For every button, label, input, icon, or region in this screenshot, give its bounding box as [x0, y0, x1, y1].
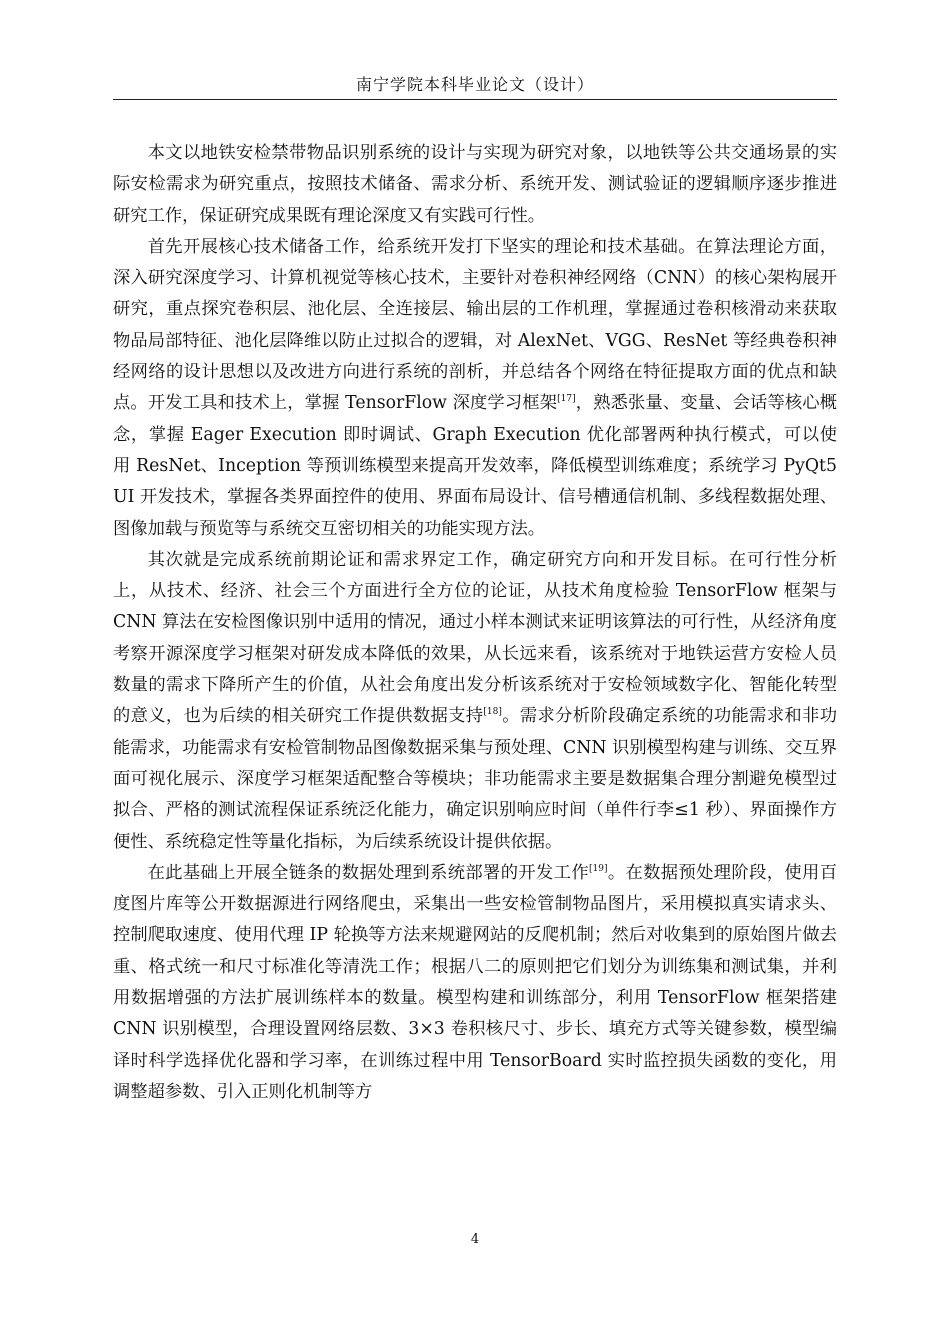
paragraph-text: 。需求分析阶段确定系统的功能需求和非功能需求，功能需求有安检管制物品图像数据采集与预处理、CNN 识别模型构建与训练、交互界面可视化展示、深度学习框架适配整合等模块；非功能需求主要是数据集合理分割避免模型过拟合、严格的测试流程保证系统泛化能力，确定识别响应时间（单件行李≤1 秒）、界面操作方便性、系统稳定性等量化指标，为后续系统设计提供依据。: [113, 706, 837, 852]
body-text: [113, 138, 837, 1108]
citation-superscript: [19]: [588, 864, 608, 875]
paragraph-text: 其次就是完成系统前期论证和需求界定工作，确定研究方向和开发目标。在可行性分析上，从技术、经济、社会三个方面进行全方位的论证，从技术角度检验 TensorFlow 框架与 CNN 算法在安检图像识别中适用的情况，通过小样本测试来证明该算法的可行性，从经济角度考察开源深度学习框架对研发成本降低的效果，从长远来看，该系统对于地铁运营方安检人员数量的需求下降所产生的价值，从社会角度出发分析该系统对于安检领域数字化、智能化转型的意义，也为后续的相关研究工作提供数据支持: [113, 549, 837, 727]
paragraph-text: 。在数据预处理阶段，使用百度图片库等公开数据源进行网络爬虫，采集出一些安检管制物品图片，采用模拟真实请求头、控制爬取速度、使用代理 IP 轮换等方法来规避网站的反爬机制；然后对收集到的原始图片做去重、格式统一和尺寸标准化等清洗工作；根据八二的原则把它们划分为训练集和测试集，并利用数据增强的方法扩展训练样本的数量。模型构建和训练部分，利用 TensorFlow 框架搭建 CNN 识别模型，合理设置网络层数、3×3 卷积核尺寸、步长、填充方式等关键参数，模型编译时科学选择优化器和学习率，在训练过程中用 TensorBoard 实时监控损失函数的变化，用调整超参数、引入正则化机制等方: [113, 862, 837, 1102]
header-divider: [113, 99, 837, 100]
page-number: 4: [470, 1232, 480, 1247]
paragraph-text: ，熟悉张量、变量、会话等核心概念，掌握 Eager Execution 即时调试、Graph Execution 优化部署两种执行模式，可以使用 ResNet、Inception 等预训练模型来提高开发效率，降低模型训练难度；系统学习 PyQt5 UI 开发技术，掌握各类界面控件的使用、界面布局设计、信号槽通信机制、多线程数据处理、图像加载与预览等与系统交互密切相关的功能实现方法。: [113, 393, 837, 539]
body-paragraph: [113, 545, 837, 858]
running-header: 南宁学院本科毕业论文（设计）: [355, 75, 594, 94]
citation-superscript: [18]: [483, 707, 502, 718]
paragraph-text: 首先开展核心技术储备工作，给系统开发打下坚实的理论和技术基础。在算法理论方面，深入研究深度学习、计算机视觉等核心技术，主要针对卷积神经网络（CNN）的核心架构展开研究，重点探究卷积层、池化层、全连接层、输出层的工作机理，掌握通过卷积核滑动来获取物品局部特征、池化层降维以防止过拟合的逻辑，对 AlexNet、VGG、ResNet 等经典卷积神经网络的设计思想以及改进方向进行系统的剖析，并总结各个网络在特征提取方面的优点和缺点。开发工具和技术上，掌握 TensorFlow 深度学习框架: [113, 236, 837, 414]
paragraph-text: 本文以地铁安检禁带物品识别系统的设计与实现为研究对象，以地铁等公共交通场景的实际安检需求为研究重点，按照技术储备、需求分析、系统开发、测试验证的逻辑顺序逐步推进研究工作，保证研究成果既有理论深度又有实践可行性。: [113, 143, 837, 226]
body-paragraph: [113, 858, 837, 1108]
body-paragraph: [113, 232, 837, 545]
paragraph-text: 在此基础上开展全链条的数据处理到系统部署的开发工作: [147, 862, 589, 883]
body-paragraph: [113, 138, 837, 232]
citation-superscript: [17]: [557, 394, 576, 405]
